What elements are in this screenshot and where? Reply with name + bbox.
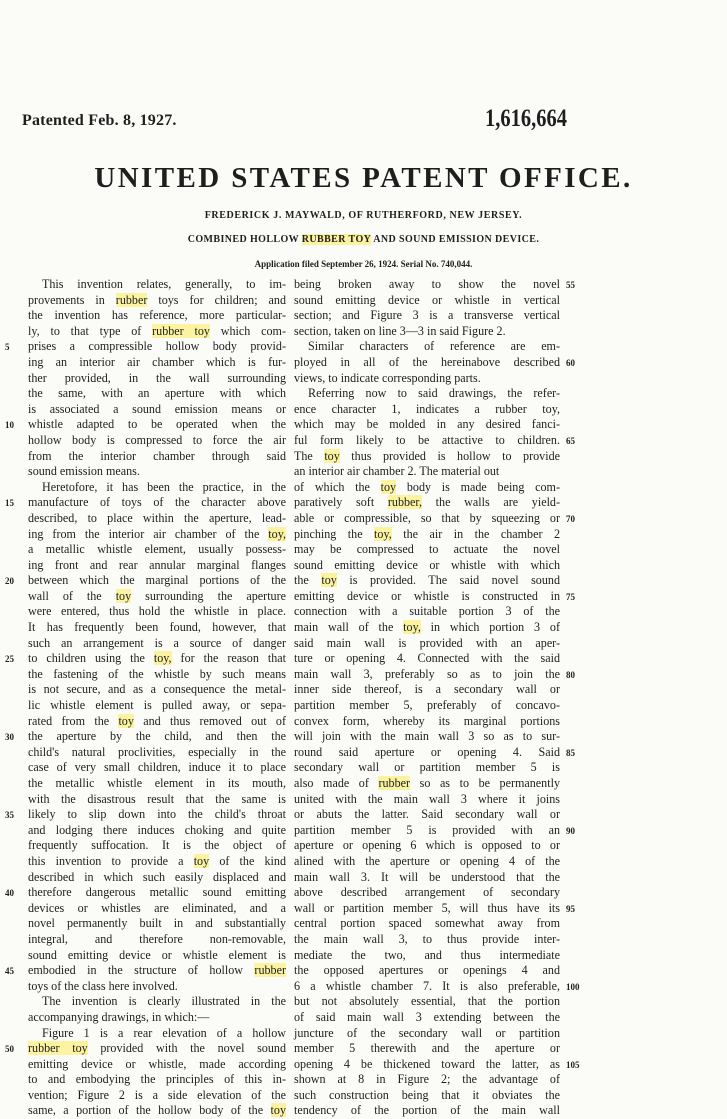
text-line [294,714,560,730]
line-number: 50 [5,1044,14,1055]
line-number: 70 [566,514,575,524]
text-line [294,604,560,620]
patent-date: Patented Feb. 8, 1927. [22,112,177,129]
subject-post: AND SOUND EMISSION DEVICE. [370,234,540,245]
text-fragment: surrounding the aperture [131,588,286,603]
text-line [294,979,560,995]
highlighted-term: toy, [374,526,392,541]
text-line [294,745,560,761]
text-line [294,636,560,652]
text-line [294,885,560,901]
text-fragment: from the interior chamber through said [28,448,286,463]
highlighted-term: toy [380,479,397,494]
text-line [294,1072,560,1088]
text-fragment: the opposed apertures or openings 4 and [294,963,560,978]
text-fragment: 6 a whistle chamber 7. It is also preferable, [294,978,560,993]
application-filed-line: Application filed September 26, 1924. Serial No. 740,044. [254,259,473,269]
text-line [294,1026,560,1042]
text-line [28,1010,286,1026]
text-fragment: vention; Figure 2 is a side elevation of the [28,1087,286,1102]
text-line [294,589,560,605]
text-fragment: ful form likely to be attactive to children. [294,432,560,447]
highlighted-term: toy [193,853,210,868]
text-fragment: of the kind [209,853,286,868]
text-line [294,807,560,823]
highlighted-term: rubber toy [28,1041,88,1056]
text-line [28,386,286,402]
text-fragment: therefore dangerous metallic sound emitting [28,885,286,900]
text-fragment: sound emitting device or whistle in vertical [294,292,560,307]
line-number: 40 [5,888,14,899]
text-fragment: opening 4 be thickened toward the latter, as [294,1056,560,1071]
text-fragment: and lodging there induces choking and quite [28,822,286,837]
text-line [28,573,286,589]
highlighted-term: toy [321,573,337,588]
text-line [28,698,286,714]
text-line [294,417,560,433]
line-number: 55 [566,280,575,290]
text-line [294,339,560,355]
text-fragment: integral, and therefore non-removable, [28,931,286,946]
text-fragment: so as to be permanently [410,776,560,790]
text-line [294,573,560,589]
text-fragment: main wall 3, preferably so as to join the [294,666,560,681]
text-fragment: juncture of the secondary wall or partition [294,1025,560,1040]
text-line [294,542,560,558]
text-fragment: child's natural proclivities, especially in the [28,744,286,759]
text-fragment: wall or partition member 5, will thus have its [294,900,560,915]
text-fragment: but not absolutely essential, that the portion [294,994,560,1009]
line-number: 100 [566,982,580,992]
text-line [28,324,286,340]
text-line [28,979,286,995]
text-fragment: may be compressed to actuate the novel [294,542,560,557]
text-line [294,901,560,917]
text-line [294,667,560,683]
text-fragment: such an arrangement is a source of danger [28,635,286,650]
text-line [28,511,286,527]
text-line [294,402,560,418]
text-fragment: the metallic whistle element in its mouth, [28,776,286,790]
text-fragment: united with the main wall 3 where it joins [294,791,560,806]
text-fragment: this invention to provide a [28,853,194,868]
text-fragment: of which the [294,479,381,494]
text-fragment: Similar characters of reference are em- [308,339,560,354]
text-fragment: It has frequently been found, however, that [28,620,286,635]
text-fragment: the walls are yield- [421,495,560,510]
text-line [28,495,286,511]
text-line [28,604,286,620]
text-fragment: toys for children; and [147,292,286,307]
text-fragment: between which the marginal portions of the [28,573,286,588]
subject-line [0,234,727,245]
text-fragment: a metallic whistle element, usually possess- [28,542,286,557]
line-number: 80 [566,670,575,680]
text-fragment: This invention relates, generally, to im- [42,277,286,291]
patent-number: 1,616,664 [485,105,567,132]
text-line [294,729,560,745]
text-line [28,916,286,932]
text-fragment: alined with the aperture or opening 4 of the [294,853,560,868]
text-fragment: the same, with an aperture with which [28,386,286,401]
text-line [294,932,560,948]
text-line [294,433,560,449]
text-line [28,1072,286,1088]
text-fragment: body is made being com- [396,479,560,494]
text-fragment: mediate the two, and thus intermediate [294,947,560,962]
text-line [28,714,286,730]
text-fragment: connection with a suitable portion 3 of the [294,604,560,619]
text-fragment: paratively soft [294,495,388,510]
text-line [28,527,286,543]
text-fragment: ing from the interior air chamber of the [28,526,269,541]
text-fragment: such construction being that it obviates the [294,1087,560,1102]
text-line [28,807,286,823]
text-fragment: which may be molded in any desired fanci- [294,417,560,432]
text-fragment: ployed in all of the hereinabove described [294,354,560,369]
highlighted-term: toy, [153,651,172,666]
text-line [28,901,286,917]
text-fragment: the main wall 3, to thus provide inter- [294,931,560,946]
text-line [294,371,560,387]
text-line [294,1103,560,1119]
text-fragment: prises a compressible hollow body provid- [28,339,286,354]
text-line [28,682,286,698]
line-number: 10 [5,420,14,431]
text-fragment: of said main wall 3 extending between the [294,1009,560,1024]
text-line [294,449,560,465]
text-line [28,371,286,387]
text-line [28,589,286,605]
text-line [28,277,286,293]
text-line [28,651,286,667]
text-line [294,1057,560,1073]
line-number: 85 [566,748,575,758]
right-text-column [294,277,560,1119]
text-fragment: ture or opening 4. Connected with the said [294,651,560,666]
text-line [28,776,286,792]
text-fragment: central portion spaced somewhat away from [294,916,560,931]
text-fragment: likely to slip down into the child's throat [28,807,286,822]
text-fragment: frequently suffocation. It is the object of [28,838,286,853]
text-line [28,1041,286,1057]
text-fragment: member 5 therewith and the aperture or [294,1041,560,1056]
text-fragment: devices or whistles are eliminated, and a [28,900,286,915]
document-title: UNITED STATES PATENT OFFICE. [94,162,633,194]
text-line [294,480,560,496]
line-number: 45 [5,966,14,977]
text-line [294,464,560,480]
text-line [28,838,286,854]
text-line [28,542,286,558]
text-fragment: is associated a sound emission means or [28,401,286,416]
text-fragment: case of very small children, induce it to place [28,760,286,775]
subject-highlight: RUBBER TOY [301,234,371,245]
highlighted-term: toy [324,448,340,463]
text-fragment: Heretofore, it has been the practice, in the [42,479,286,494]
text-line [28,792,286,808]
text-fragment: pinching the [294,526,375,541]
text-line [294,511,560,527]
text-line [28,433,286,449]
text-fragment: thus provided is hollow to provide [339,448,560,463]
text-line [294,963,560,979]
line-number: 90 [566,826,575,836]
text-fragment: sound emission means. [28,464,140,479]
text-line [294,916,560,932]
text-line [294,558,560,574]
line-number: 105 [566,1060,580,1070]
text-fragment: with the disastrous result that the same is [28,791,286,806]
line-number: 15 [5,498,14,509]
text-line [294,776,560,792]
highlighted-term: toy, [403,620,421,635]
text-fragment: the invention has reference, more particular- [28,308,286,323]
text-fragment: partition member 5 is provided with an [294,822,560,837]
text-line [294,495,560,511]
text-line [28,854,286,870]
text-line [294,760,560,776]
text-line [294,293,560,309]
highlighted-term: toy [270,1103,286,1118]
highlighted-term: toy [115,588,132,603]
text-line [28,449,286,465]
text-line [294,1088,560,1104]
text-line [28,932,286,948]
line-number: 65 [566,436,575,446]
text-fragment: whistle adapted to be operated when the [28,417,286,432]
text-fragment: the air in the chamber 2 [391,526,560,541]
text-line [28,823,286,839]
text-fragment: ing front and rear annular marginal flanges [28,557,286,572]
line-number: 75 [566,592,575,602]
text-line [28,339,286,355]
text-line [294,386,560,402]
text-line [28,729,286,745]
text-fragment: Referring now to said drawings, the refer- [308,386,560,401]
text-fragment: section; and Figure 3 is a transverse vertical [294,308,560,323]
text-fragment: shown at 8 in Figure 2; the advantage of [294,1072,560,1087]
text-fragment: tendency of the portion of the main wall [294,1103,560,1118]
text-fragment: the fastening of the whistle by such means [28,666,286,681]
text-fragment: also made of [294,776,379,790]
text-line [294,527,560,543]
text-fragment: or abuts the latter. Said secondary wall or [294,807,560,822]
text-line [28,293,286,309]
highlighted-term: rubber [254,963,286,978]
text-line [28,1026,286,1042]
text-line [28,994,286,1010]
text-fragment: novel permanently built in and substantially [28,916,286,931]
text-line [294,838,560,854]
text-line [28,870,286,886]
text-line [294,792,560,808]
text-fragment: partition member 5, preferably of concavo- [294,698,560,713]
text-fragment: described in which such easily displaced and [28,869,286,884]
left-text-column [28,277,286,1119]
text-line [294,355,560,371]
text-line [28,402,286,418]
text-fragment: described, to place within the aperture, lead- [28,510,286,525]
text-fragment: accompanying drawings, in which:— [28,1009,210,1024]
text-line [28,948,286,964]
text-line [28,963,286,979]
text-fragment: main wall of the [294,620,404,635]
text-fragment: section, taken on line 3—3 in said Figure 2. [294,323,506,338]
text-fragment: secondary wall or partition member 5 is [294,760,560,775]
text-line [294,682,560,698]
highlighted-term: toy [118,713,134,728]
text-fragment: ly, to that type of [28,323,153,338]
text-line [28,885,286,901]
line-number: 5 [5,342,10,353]
text-line [294,1041,560,1057]
text-fragment: views, to indicate corresponding parts. [294,370,481,385]
text-fragment: toys of the class here involved. [28,978,178,993]
text-fragment: main wall 3. It will be understood that the [294,869,560,884]
text-line [294,308,560,324]
text-fragment: an interior air chamber 2. The material out [294,464,500,479]
text-fragment: and thus removed out of [133,713,286,728]
text-line [294,994,560,1010]
text-fragment: ence character 1, indicates a rubber toy, [294,401,560,416]
text-line [294,651,560,667]
inventor-line: FREDERICK J. MAYWALD, OF RUTHERFORD, NEW JERSEY. [204,210,523,221]
line-number: 35 [5,810,14,821]
text-fragment: is provided. The said novel sound [336,573,560,588]
text-line [28,480,286,496]
text-fragment: rated from the [28,713,119,728]
line-number: 25 [5,654,14,665]
highlighted-term: rubber [115,292,148,307]
text-fragment: being broken away to show the novel [294,277,560,291]
highlighted-term: rubber, [387,495,422,510]
text-line [294,854,560,870]
text-fragment: sound emitting device or whistle with which [294,557,560,572]
text-fragment: were entered, thus hold the whistle in place. [28,604,286,619]
text-fragment: which com- [209,323,286,338]
text-fragment: wall of the [28,588,116,603]
line-number: 30 [5,732,14,743]
text-fragment: emitting device or whistle, made according [28,1056,286,1071]
text-line [294,324,560,340]
text-fragment: the aperture by the child, and then the [28,729,286,744]
text-fragment: The invention is clearly illustrated in the [42,994,286,1009]
text-fragment: to and embodying the principles of this in- [28,1072,286,1087]
text-fragment: in which portion 3 of [420,620,560,635]
text-fragment: aperture or opening 6 which is opposed to or [294,838,560,853]
text-fragment: provided with the novel sound [87,1041,286,1056]
text-line [294,870,560,886]
text-fragment: hollow body is compressed to force the air [28,432,286,447]
text-fragment: provements in [28,292,116,307]
text-line [28,417,286,433]
text-fragment: ther provided, in the wall surrounding [28,370,286,385]
text-fragment: able or compressible, so that by squeezing or [294,510,560,525]
text-line [28,760,286,776]
highlighted-term: toy, [268,526,286,541]
text-line [28,667,286,683]
text-line [294,698,560,714]
text-line [28,355,286,371]
text-line [28,636,286,652]
text-fragment: will join with the main wall 3 so as to sur- [294,729,560,744]
text-fragment: is not secure, and as a consequence the metal- [28,682,286,697]
text-line [28,308,286,324]
text-fragment: to children using the [28,651,154,666]
text-fragment: Figure 1 is a rear elevation of a hollow [42,1025,286,1040]
line-number: 20 [5,576,14,587]
highlighted-term: rubber toy [152,323,210,338]
highlighted-term: rubber [378,776,411,790]
text-fragment: lic whistle element is pulled away, or sepa- [28,698,286,713]
text-line [28,1088,286,1104]
text-fragment: round said aperture or opening 4. Said [294,744,560,759]
text-line [28,558,286,574]
text-fragment: emitting device or whistle is constructed in [294,588,560,603]
text-fragment: convex form, whereby its marginal portions [294,713,560,728]
text-fragment: said main wall is provided with an aper- [294,635,560,650]
text-line [28,620,286,636]
text-fragment: sound emitting device or whistle element is [28,947,286,962]
text-line [294,948,560,964]
text-fragment: above described arrangement of secondary [294,885,560,900]
text-line [28,1057,286,1073]
text-line [294,1010,560,1026]
text-fragment: The [294,448,325,463]
text-fragment: inner side thereof, is a secondary wall or [294,682,560,697]
subject-pre: COMBINED HOLLOW [187,234,302,245]
line-number: 60 [566,358,575,368]
text-line [294,823,560,839]
text-fragment: ing an interior air chamber which is fur- [28,354,286,369]
text-line [28,745,286,761]
text-line [294,620,560,636]
text-line [28,464,286,480]
text-fragment: same, a portion of the hollow body of the [28,1103,271,1118]
text-fragment: the [294,573,322,588]
text-line [294,277,560,293]
text-fragment: manufacture of toys of the character above [28,495,286,510]
line-number: 95 [566,904,575,914]
text-fragment: for the reason that [171,651,287,666]
text-line [28,1103,286,1119]
text-fragment: embodied in the structure of hollow [28,963,255,978]
